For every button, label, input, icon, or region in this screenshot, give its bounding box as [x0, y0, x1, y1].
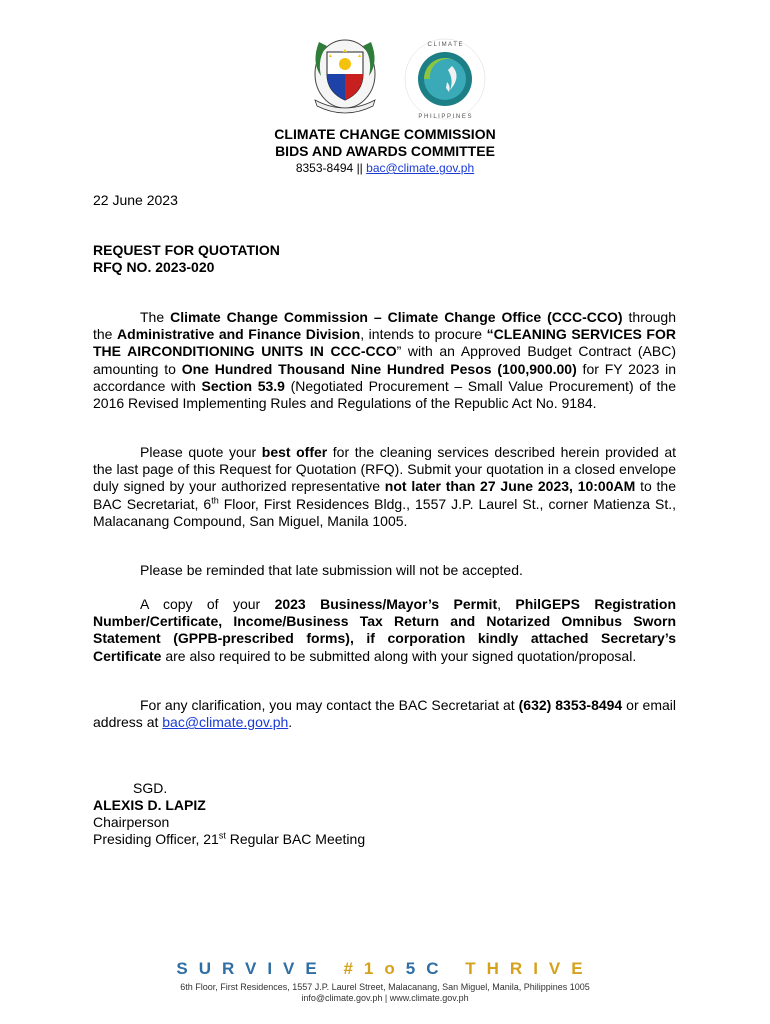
committee-name: BIDS AND AWARDS COMMITTEE — [275, 143, 495, 159]
text: , — [497, 596, 516, 612]
bold-text: Section 53.9 — [201, 377, 285, 394]
slogan-survive: SURVIVE — [176, 959, 328, 978]
text: to the BAC Secretariat, 6 — [93, 478, 676, 512]
bold-text: PhilGEPS Registration Number/Certificate, Income/Business Tax Return and Notarized Omnibus Sworn Statement (GPPB-prescribed forms), if corporation kindly attached Secretary’s Certificate — [93, 596, 677, 664]
header-email-link[interactable]: bac@climate.gov.ph — [366, 161, 475, 175]
org-name: CLIMATE CHANGE COMMISSION — [274, 126, 496, 142]
slogan-5c: 5C — [405, 959, 450, 978]
text: Floor, First Residences Bldg., 1557 J.P. Laurel St., corner Matienza St., Malacanang Compound, San Miguel, Manila 1005. — [93, 495, 677, 529]
text: . — [288, 714, 293, 731]
text: for FY 2023 in accordance with — [93, 360, 677, 394]
text: Regular BAC Meeting — [225, 831, 366, 847]
ccc-globe-icon — [402, 36, 488, 122]
svg-text:C L I M A T E: C L I M A T E — [427, 42, 463, 48]
bold-text: 2023 Business/Mayor’s Permit — [274, 596, 498, 612]
contact-email-link[interactable]: bac@climate.gov.ph — [162, 714, 289, 731]
text: Please quote your — [140, 444, 262, 460]
bold-text: not later than 27 June 2023, 10:00AM — [384, 478, 636, 495]
bold-text: Administrative and Finance Division — [117, 326, 361, 343]
superscript: th — [211, 494, 219, 505]
footer-contact: info@climate.gov.ph | www.climate.gov.ph — [301, 993, 469, 1003]
bold-text: Climate Change Commission – Climate Change Office (CCC-CCO) — [170, 309, 623, 325]
ph-seal-logo — [305, 34, 385, 114]
slogan-o: o — [384, 959, 406, 978]
rfq-number: RFQ NO. 2023-020 — [93, 259, 215, 275]
text: A copy of your — [140, 596, 275, 612]
text: or email address at — [93, 697, 676, 731]
letter-date: 22 June 2023 — [93, 192, 178, 208]
paragraph-offer — [93, 444, 676, 530]
rfq-title-line1: REQUEST FOR QUOTATION — [93, 242, 280, 258]
signature-sgd: SGD. — [133, 780, 168, 796]
signatory-role: Chairperson — [93, 814, 170, 830]
paragraph-contact — [93, 697, 676, 731]
text: ” with an Approved Budget Contract (ABC) amounting to — [93, 343, 676, 377]
footer-address: 6th Floor, First Residences, 1557 J.P. Laurel Street, Malacanang, San Miguel, Manila, Philippines 1005 — [180, 982, 590, 992]
signatory-office — [93, 831, 365, 848]
header-phone: 8353-8494 — [295, 161, 354, 175]
superscript: st — [218, 830, 226, 841]
ph-seal-icon — [305, 34, 385, 114]
paragraph-intro — [93, 309, 676, 412]
header-separator: || — [356, 161, 363, 175]
bold-text: “CLEANING SERVICES FOR THE AIRCONDITIONING UNITS IN CCC-CCO — [93, 326, 676, 360]
text: are also required to be submitted along with your signed quotation/proposal. — [161, 647, 637, 664]
signatory-name: ALEXIS D. LAPIZ — [93, 797, 206, 813]
text: , intends to procure — [360, 326, 487, 343]
paragraph-requirements — [93, 596, 676, 665]
slogan-thrive: THRIVE — [465, 959, 594, 978]
paragraph-late-notice: Please be reminded that late submission will not be accepted. — [140, 562, 523, 578]
rfq-title — [93, 242, 280, 276]
text: The — [140, 309, 171, 325]
ccc-logo — [402, 36, 488, 122]
svg-text:P H I L I P P I N E S: P H I L I P P I N E S — [418, 114, 472, 120]
footer-slogan — [0, 959, 770, 979]
text: through the — [93, 309, 677, 343]
slogan-hash: #1 — [343, 959, 385, 978]
text: Presiding Officer, 21 — [93, 831, 219, 847]
header-contact — [0, 160, 770, 177]
bold-text: best offer — [261, 444, 328, 460]
text: (Negotiated Procurement – Small Value Procurement) of the 2016 Revised Implementing Rules and Regulations of the Republic Act No. 9184. — [93, 377, 676, 412]
text: For any clarification, you may contact the BAC Secretariat at — [140, 697, 519, 713]
text: for the cleaning services described herein provided at the last page of this Request for Quotation (RFQ). Submit your quotation in a closed envelope duly signed by your authorized representative — [93, 444, 677, 495]
bold-text: (632) 8353-8494 — [518, 697, 623, 713]
bold-text: One Hundred Thousand Nine Hundred Pesos (100,900.00) — [181, 360, 577, 377]
